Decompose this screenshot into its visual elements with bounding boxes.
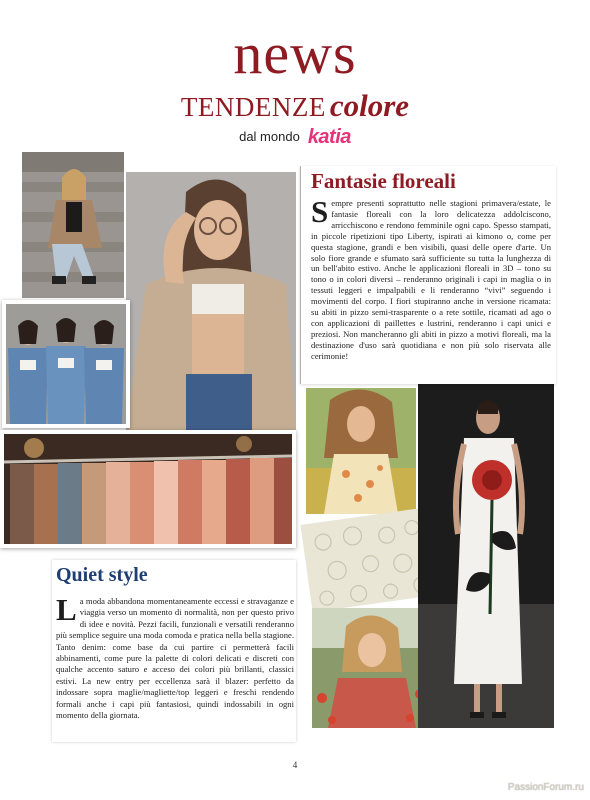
drop-cap: S — [311, 194, 329, 229]
photo-runway-rose-dress — [418, 384, 554, 728]
masthead — [0, 0, 590, 150]
photo-clothes-rack — [0, 430, 296, 548]
brand-prefix: dal mondo — [239, 129, 300, 144]
article-fantasie-floreali — [300, 166, 556, 384]
photo-model-with-glasses — [126, 172, 296, 434]
section-subtitle — [0, 90, 590, 128]
article-body — [56, 592, 294, 721]
photo-lace-fabric — [300, 508, 435, 612]
page-number: 4 — [292, 760, 298, 770]
news-title: news — [233, 21, 357, 86]
article-title: Fantasie floreali — [311, 169, 456, 193]
article-body — [311, 194, 551, 362]
article-text: empre presenti soprattutto nelle stagioni primavera/estate, le fantasie floreali con la loro delicatezza addolciscono, arricchiscono e rendono femminile ogni capo. Spesso stampati, in piccole ripetizioni tipo Liberty, ispirati ai kimono o, come per questa stagione, grandi e ben visibili, quasi delle opere d'arte. Un solo fiore grande e sfumato sarà sufficiente su tutta la lunghezza di un bell'abito estivo. Anche le applicazioni floreali in 3D – tono su tono o in colori diversi – renderanno originali i capi in maglia o in tessuti leggeri e impalpabili e li renderanno “vivi” seguendo i movimenti del corpo. I fiori stupiranno anche in versione ricamata: su abiti in pizzo semi-trasparente o a rete sottile, ricamati ad ago o con applicazioni di paillettes e lustrini, renderanno i capi unici e preziosi. Non mancheranno gli abiti in pizzo a motivi floreali, ma la destinazione d'uso sarà quotidiana e non più solo riservata alle cerimonie! — [311, 198, 551, 361]
article-quiet-style — [52, 560, 296, 742]
photo-denim-trio — [2, 300, 130, 428]
article-title: Quiet style — [56, 564, 148, 586]
watermark: PassionForum.ru — [507, 782, 584, 793]
article-text: a moda abbandona momentaneamente eccessi e stravaganze e viaggia verso un momento di normalità, non per questo privo di idee e novità. Pezzi facili, funzionali e versatili renderanno più semplice seguire una moda comoda e pratica nella bella stagione. Tanto denim: come base da cui partire ci permetterà facili abbinamenti, come pure la palette di colori delicati e discreti con qualche accento saturo e acceso dei colori più brillanti, classici estivi. La new entry per eccellenza sarà il blazer: perfetto da indossare sopra maglie/magliette/top leggeri e freschi rendendo formali anche i capi più fantasiosi, quindi indossabili in ogni momento della giornata. — [56, 596, 294, 721]
subtitle-accent: colore — [329, 88, 410, 123]
photo-poppy-field-woman — [312, 608, 430, 728]
brand-line — [0, 126, 590, 148]
photo-blazer-on-stairs — [22, 152, 124, 298]
drop-cap: L — [56, 592, 77, 627]
subtitle-main: TENDENZE — [180, 92, 326, 122]
katia-logo: katia — [307, 126, 351, 149]
photo-floral-dress-woman — [306, 388, 416, 514]
